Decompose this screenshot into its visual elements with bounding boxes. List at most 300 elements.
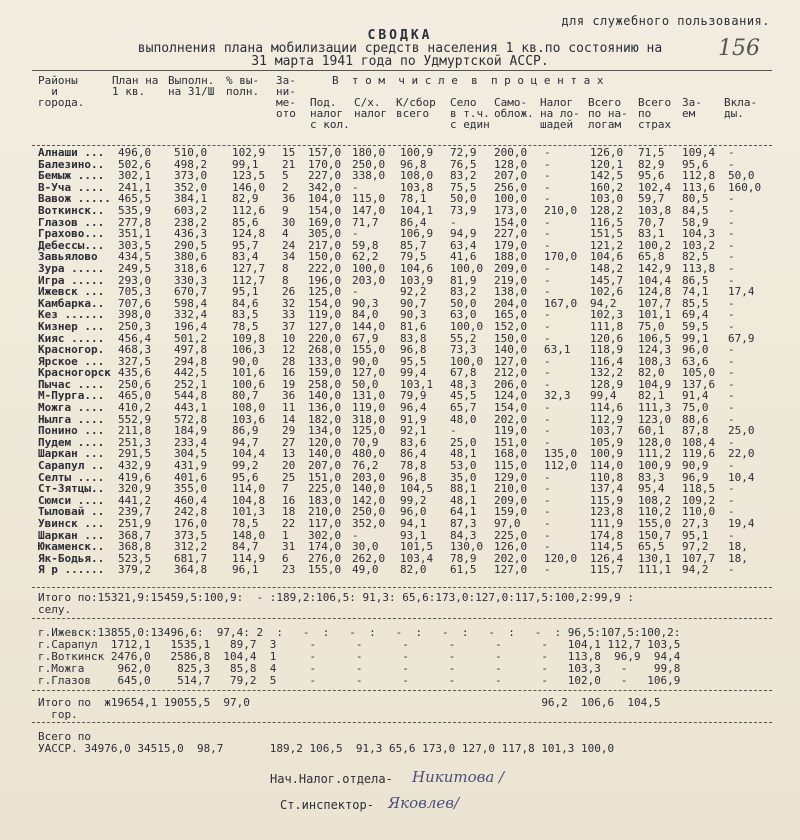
cell-rank: 12	[282, 343, 296, 357]
cell-horse-tax: -	[544, 435, 551, 449]
cell-district: Шаркан ...	[38, 528, 105, 542]
cell-agri-tax: 151,0	[308, 470, 342, 484]
cell-rank: 13	[282, 447, 296, 461]
cell-rank: 2	[282, 180, 289, 194]
cell-agri-tax: 220,0	[308, 331, 342, 345]
cell-village: 41,6	[450, 250, 477, 264]
cell-sh-tax: 338,0	[352, 169, 386, 183]
cell-insurance: 103,8	[638, 203, 672, 217]
cell-sh-tax: 180,0	[352, 146, 386, 159]
cell-village: 84,3	[450, 528, 477, 542]
cell-village: 83,2	[450, 285, 477, 299]
cell-all-taxes: 128,9	[590, 377, 624, 391]
cell-deposits: -	[728, 157, 735, 171]
cell-loan: 119,6	[682, 447, 716, 461]
cell-agri-tax: 154,0	[308, 296, 342, 310]
cell-sh-tax: 59,8	[352, 238, 379, 252]
cell-agri-tax: 120,0	[308, 435, 342, 449]
cell-done: 436,3	[174, 227, 208, 241]
cell-loan: 85,5	[682, 296, 709, 310]
cell-rank: 10	[282, 331, 296, 345]
cell-plan: 303,5	[118, 238, 152, 252]
header-plan: План на 1 кв.	[112, 74, 159, 98]
cell-percent: 148,0	[232, 528, 266, 542]
cell-insurance: 100,9	[638, 459, 672, 473]
cell-loan: 90,9	[682, 459, 709, 473]
cell-done: 510,0	[174, 146, 208, 159]
cell-deposits: -	[728, 401, 735, 415]
cell-self-tax: 212,0	[494, 366, 528, 380]
cell-percent: 84,6	[232, 296, 259, 310]
cell-insurance: 124,8	[638, 285, 672, 299]
cell-agri-tax: 136,0	[308, 401, 342, 415]
cell-horse-tax: -	[544, 528, 551, 542]
cell-village: 100,0	[450, 319, 484, 333]
cell-deposits: -	[728, 319, 735, 333]
cell-village: 25,0	[450, 435, 477, 449]
cell-district: Завьялово	[38, 250, 98, 264]
cell-all-taxes: 100,9	[590, 447, 624, 461]
cell-rank: 28	[282, 354, 296, 368]
cell-sh-tax: 119,0	[352, 401, 386, 415]
cell-self-tax: 115,0	[494, 459, 528, 473]
cell-horse-tax: -	[544, 331, 551, 345]
cell-rank: 27	[282, 435, 296, 449]
cell-plan: 419,6	[118, 470, 152, 484]
cell-collection: 103,9	[400, 273, 434, 287]
cell-district: Красногорск	[38, 366, 111, 380]
cell-loan: 87,8	[682, 424, 709, 438]
cell-insurance: 106,5	[638, 331, 672, 345]
divider	[32, 722, 772, 723]
cell-loan: 104,3	[682, 227, 716, 241]
cell-done: 176,0	[174, 517, 208, 530]
cell-all-taxes: 116,5	[590, 215, 624, 229]
cell-self-tax: 127,0	[494, 354, 528, 368]
cell-deposits: 19,4	[728, 517, 755, 530]
cell-sh-tax: 90,3	[352, 296, 379, 310]
cell-sh-tax: 318,0	[352, 412, 386, 426]
cell-collection: 96,8	[400, 157, 427, 171]
cell-deposits: -	[728, 528, 735, 542]
cell-all-taxes: 145,7	[590, 273, 624, 287]
cell-horse-tax: -	[544, 424, 551, 438]
cell-horse-tax: 120,0	[544, 551, 578, 565]
cell-all-taxes: 112,9	[590, 412, 624, 426]
cell-district: Як-Бодья..	[38, 551, 105, 565]
cell-agri-tax: 133,0	[308, 354, 342, 368]
cell-agri-tax: 196,0	[308, 273, 342, 287]
cell-sh-tax: -	[352, 227, 359, 241]
cell-self-tax: 124,0	[494, 389, 528, 403]
cell-loan: 113,6	[682, 180, 716, 194]
cell-loan: 91,4	[682, 389, 709, 403]
cell-loan: 103,2	[682, 238, 716, 252]
cell-all-taxes: 111,8	[590, 319, 624, 333]
cell-insurance: 100,2	[638, 238, 672, 252]
cell-insurance: 65,8	[638, 250, 665, 264]
cell-insurance: 130,1	[638, 551, 672, 565]
cell-collection: 96,8	[400, 470, 427, 484]
cell-done: 460,4	[174, 493, 208, 507]
cell-deposits: 160,0	[728, 180, 762, 194]
cell-agri-tax: 182,0	[308, 412, 342, 426]
cell-horse-tax: -	[544, 377, 551, 391]
cell-loan: 105,0	[682, 366, 716, 380]
cell-deposits: 18,	[728, 540, 748, 554]
cell-village: 63,4	[450, 238, 477, 252]
cell-district: Глазов ...	[38, 215, 105, 229]
header-self-tax: Само- облож.	[494, 96, 534, 120]
cell-percent: 100,6	[232, 377, 266, 391]
cell-sh-tax: 30,0	[352, 540, 379, 554]
cell-all-taxes: 114,0	[590, 459, 624, 473]
cell-deposits: -	[728, 366, 735, 380]
cell-all-taxes: 114,6	[590, 401, 624, 415]
cell-plan: 523,5	[118, 551, 152, 565]
cell-rank: 29	[282, 424, 296, 438]
cell-all-taxes: 148,2	[590, 261, 624, 275]
cell-insurance: 83,3	[638, 470, 665, 484]
cell-district: Сарапул ..	[38, 459, 105, 473]
cell-district: Зура .....	[38, 261, 105, 275]
cell-agri-tax: 140,0	[308, 389, 342, 403]
cell-all-taxes: 99,4	[590, 389, 617, 403]
cell-collection: 100,9	[400, 146, 434, 159]
cell-all-taxes: 121,2	[590, 238, 624, 252]
cell-village: 130,0	[450, 540, 484, 554]
cell-district: Балезино..	[38, 157, 105, 171]
cell-percent: 112,6	[232, 203, 266, 217]
cell-district: Увинск ...	[38, 517, 105, 530]
cell-all-taxes: 104,6	[590, 250, 624, 264]
cell-sh-tax: 100,0	[352, 261, 386, 275]
cell-collection: 104,6	[400, 261, 434, 275]
cell-collection: 96,4	[400, 401, 427, 415]
cell-self-tax: 200,0	[494, 146, 528, 159]
cell-done: 242,8	[174, 505, 208, 519]
cell-percent: 80,7	[232, 389, 259, 403]
cell-plan: 293,0	[118, 273, 152, 287]
cell-rank: 30	[282, 215, 296, 229]
cell-collection: 104,1	[400, 203, 434, 217]
cell-deposits: -	[728, 412, 735, 426]
header-rank: За- ни- ме- ото	[276, 74, 296, 120]
cell-horse-tax: -	[544, 215, 551, 229]
cell-all-taxes: 128,2	[590, 203, 624, 217]
cell-insurance: 110,2	[638, 505, 672, 519]
cell-loan: 99,1	[682, 331, 709, 345]
divider	[32, 587, 772, 588]
cell-done: 572,8	[174, 412, 208, 426]
cell-done: 681,7	[174, 551, 208, 565]
cell-percent: 112,7	[232, 273, 266, 287]
cell-plan: 707,6	[118, 296, 152, 310]
cell-collection: 81,6	[400, 319, 427, 333]
cell-percent: 109,8	[232, 331, 266, 345]
cell-all-taxes: 151,5	[590, 227, 624, 241]
cell-deposits: -	[728, 377, 735, 391]
cell-horse-tax: 63,1	[544, 343, 571, 357]
cell-percent: 114,9	[232, 551, 266, 565]
cell-loan: 110,0	[682, 505, 716, 519]
cell-sh-tax: 62,2	[352, 250, 379, 264]
cell-all-taxes: 105,9	[590, 435, 624, 449]
cell-village: 78,9	[450, 551, 477, 565]
cell-district: Сюмси ....	[38, 493, 105, 507]
cell-done: 443,1	[174, 401, 208, 415]
cell-insurance: 124,3	[638, 343, 672, 357]
cell-district: Нылга ....	[38, 412, 105, 426]
cell-collection: 103,1	[400, 377, 434, 391]
cell-insurance: 108,2	[638, 493, 672, 507]
cell-village: 48,0	[450, 412, 477, 426]
cell-done: 373,0	[174, 169, 208, 183]
cell-sh-tax: 115,0	[352, 192, 386, 206]
cell-percent: 83,4	[232, 250, 259, 264]
cell-self-tax: 165,0	[494, 308, 528, 322]
cell-sh-tax: -	[352, 528, 359, 542]
cell-self-tax: 154,0	[494, 401, 528, 415]
cell-sh-tax: 125,0	[352, 424, 386, 438]
cell-all-taxes: 102,6	[590, 285, 624, 299]
cell-self-tax: 127,0	[494, 563, 528, 577]
cell-sh-tax: 70,9	[352, 435, 379, 449]
cell-done: 401,6	[174, 470, 208, 484]
cell-done: 196,4	[174, 319, 208, 333]
cell-self-tax: 179,0	[494, 238, 528, 252]
cell-insurance: 111,2	[638, 447, 672, 461]
cell-deposits: -	[728, 203, 735, 217]
cell-agri-tax: 210,0	[308, 505, 342, 519]
cell-horse-tax: -	[544, 157, 551, 171]
cell-rank: 33	[282, 308, 296, 322]
cell-percent: 103,6	[232, 412, 266, 426]
header-horse-tax: Налог на ло- шадей	[540, 96, 580, 131]
cell-insurance: 150,7	[638, 528, 672, 542]
cell-all-taxes: 160,2	[590, 180, 624, 194]
cell-collection: 99,2	[400, 493, 427, 507]
cell-deposits: -	[728, 493, 735, 507]
cell-self-tax: 97,0	[494, 517, 521, 530]
cell-done: 332,4	[174, 308, 208, 322]
header-sh-tax: С/х. налог	[354, 96, 388, 120]
cell-insurance: 104,4	[638, 273, 672, 287]
cell-horse-tax: -	[544, 563, 551, 577]
cell-self-tax: 152,0	[494, 319, 528, 333]
cell-plan: 496,0	[118, 146, 152, 159]
cell-deposits: -	[728, 308, 735, 322]
cell-collection: 92,1	[400, 424, 427, 438]
header-loan: За- ем	[682, 96, 702, 120]
cell-horse-tax: -	[544, 308, 551, 322]
cell-all-taxes: 103,7	[590, 424, 624, 438]
cell-done: 352,0	[174, 180, 208, 194]
total-village: Итого по:15321,9:15459,5:100,9: - :189,2:106,5: 91,3: 65,6:173,0:127,0:117,5:100,2:99,9 :	[38, 591, 635, 604]
cell-percent: 95,6	[232, 470, 259, 484]
cell-self-tax: 126,0	[494, 540, 528, 554]
cell-sh-tax: 144,0	[352, 319, 386, 333]
cell-insurance: 59,7	[638, 192, 665, 206]
cell-collection: 78,8	[400, 459, 427, 473]
cell-plan: 250,3	[118, 319, 152, 333]
cell-insurance: 142,9	[638, 261, 672, 275]
cell-rank: 1	[282, 528, 289, 542]
cell-village: 48,3	[450, 377, 477, 391]
cell-loan: 58,9	[682, 215, 709, 229]
signature-inspector: Яковлев/	[388, 794, 460, 812]
document-subtitle: выполнения плана мобилизации средств населения 1 кв.по состоянию на	[137, 41, 663, 56]
cell-all-taxes: 174,8	[590, 528, 624, 542]
cell-collection: 82,0	[400, 563, 427, 577]
cell-plan: 249,5	[118, 261, 152, 275]
cell-all-taxes: 111,9	[590, 517, 624, 530]
cell-district: Вавож .....	[38, 192, 111, 206]
cell-done: 670,7	[174, 285, 208, 299]
cell-loan: 86,5	[682, 273, 709, 287]
cell-district: Дебессы...	[38, 238, 105, 252]
cell-collection: 106,9	[400, 227, 434, 241]
cell-deposits: 25,0	[728, 424, 755, 438]
cell-percent: 86,9	[232, 424, 259, 438]
cell-plan: 410,2	[118, 401, 152, 415]
cell-done: 330,3	[174, 273, 208, 287]
cell-deposits: -	[728, 146, 735, 159]
cell-village: 87,3	[450, 517, 477, 530]
cell-insurance: 111,1	[638, 563, 672, 577]
header-collection: К/сбор всего	[396, 96, 436, 120]
cell-plan: 432,9	[118, 459, 152, 473]
cell-horse-tax: -	[544, 470, 551, 484]
cell-percent: 82,9	[232, 192, 259, 206]
cell-district: Красногор.	[38, 343, 105, 357]
cell-self-tax: 204,0	[494, 296, 528, 310]
cell-village: 81,9	[450, 273, 477, 287]
header-village: Село в т.ч. с един	[450, 96, 490, 131]
cell-village: 48,1	[450, 493, 477, 507]
cell-village: 100,0	[450, 354, 484, 368]
cell-loan: 27,3	[682, 517, 709, 530]
cell-plan: 535,9	[118, 203, 152, 217]
cell-sh-tax: 250,0	[352, 505, 386, 519]
cell-collection: 103,4	[400, 551, 434, 565]
cell-horse-tax: -	[544, 540, 551, 554]
cell-percent: 78,5	[232, 517, 259, 530]
cell-loan: 84,5	[682, 203, 709, 217]
cell-loan: 96,9	[682, 470, 709, 484]
cell-horse-tax: -	[544, 169, 551, 183]
cell-collection: 85,7	[400, 238, 427, 252]
cell-district: Кез ......	[38, 308, 105, 322]
cell-district: Бемыж ....	[38, 169, 105, 183]
cell-percent: 84,7	[232, 540, 259, 554]
cell-village: 53,0	[450, 459, 477, 473]
cell-agri-tax: 150,0	[308, 250, 342, 264]
cell-insurance: 128,0	[638, 435, 672, 449]
cell-collection: 108,0	[400, 169, 434, 183]
cell-collection: 96,8	[400, 343, 427, 357]
total-village-label: селу.	[38, 603, 72, 616]
cell-deposits: -	[728, 563, 735, 577]
cell-horse-tax: -	[544, 493, 551, 507]
cell-deposits: -	[728, 482, 735, 496]
cell-all-taxes: 115,7	[590, 563, 624, 577]
cell-district: Пычас ....	[38, 377, 105, 391]
cell-all-taxes: 137,4	[590, 482, 624, 496]
cell-insurance: 104,9	[638, 377, 672, 391]
cell-loan: 95,6	[682, 157, 709, 171]
cell-done: 364,8	[174, 563, 208, 577]
cell-all-taxes: 118,9	[590, 343, 624, 357]
cell-village: 73,3	[450, 343, 477, 357]
cell-agri-tax: 183,0	[308, 493, 342, 507]
cell-loan: 59,5	[682, 319, 709, 333]
header-group: В т о м ч и с л е в п р о ц е н т а х	[332, 74, 604, 87]
cell-district: Ярское ...	[38, 354, 105, 368]
cell-all-taxes: 116,4	[590, 354, 624, 368]
cell-plan: 251,9	[118, 517, 152, 530]
city-row: г.Сарапул 1712,1 1535,1 89,7 3 - - - - - - 104,1 112,7 103,5	[38, 638, 681, 651]
cell-deposits: -	[728, 273, 735, 287]
cell-rank: 16	[282, 366, 296, 380]
cell-agri-tax: 127,0	[308, 319, 342, 333]
cell-collection: 93,1	[400, 528, 427, 542]
cell-deposits: -	[728, 238, 735, 252]
cell-plan: 705,3	[118, 285, 152, 299]
cell-self-tax: 256,0	[494, 180, 528, 194]
cell-all-taxes: 115,9	[590, 493, 624, 507]
cell-agri-tax: 155,0	[308, 563, 342, 577]
cell-insurance: 108,3	[638, 354, 672, 368]
cell-self-tax: 159,0	[494, 505, 528, 519]
cell-deposits: 18,	[728, 551, 748, 565]
cell-plan: 441,2	[118, 493, 152, 507]
cell-village: 67,8	[450, 366, 477, 380]
cell-collection: 95,5	[400, 354, 427, 368]
cell-done: 442,5	[174, 366, 208, 380]
cell-rank: 31	[282, 540, 296, 554]
cell-done: 501,2	[174, 331, 208, 345]
cell-self-tax: 202,0	[494, 412, 528, 426]
cell-percent: 114,0	[232, 482, 266, 496]
cell-rank: 24	[282, 238, 296, 252]
cell-agri-tax: 159,0	[308, 366, 342, 380]
cell-self-tax: 209,0	[494, 493, 528, 507]
cell-district: Ст-Зятцы..	[38, 482, 105, 496]
cell-sh-tax: 262,0	[352, 551, 386, 565]
cell-rank: 37	[282, 319, 296, 333]
cell-horse-tax: 112,0	[544, 459, 578, 473]
cell-village: 100,0	[450, 261, 484, 275]
cell-deposits: -	[728, 261, 735, 275]
cell-collection: 90,3	[400, 308, 427, 322]
cell-loan: 109,2	[682, 493, 716, 507]
cell-self-tax: 128,0	[494, 157, 528, 171]
cell-plan: 251,3	[118, 435, 152, 449]
cell-village: 88,1	[450, 482, 477, 496]
cell-done: 252,1	[174, 377, 208, 391]
cell-sh-tax: 84,0	[352, 308, 379, 322]
cell-horse-tax: -	[544, 146, 551, 159]
cell-district: В-Уча ....	[38, 180, 105, 194]
cell-district: Кизнер ...	[38, 319, 105, 333]
cell-district: Понино ...	[38, 424, 105, 438]
cell-rank: 36	[282, 192, 296, 206]
cell-plan: 239,7	[118, 505, 152, 519]
cell-deposits: -	[728, 354, 735, 368]
cell-rank: 34	[282, 250, 296, 264]
total-city: Итого по ж19654,1 19055,5 97,0 96,2 106,6 104,5	[38, 696, 661, 709]
